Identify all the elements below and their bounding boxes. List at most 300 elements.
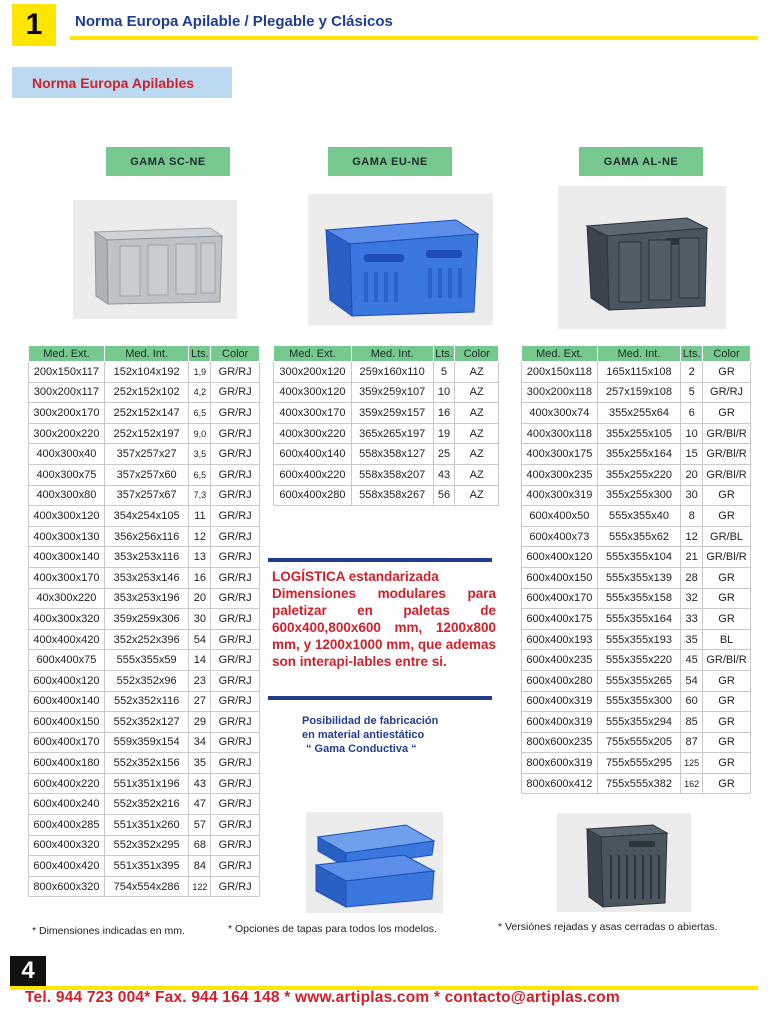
cell-ext: 600x400x420 [29, 856, 105, 877]
cell-ext: 400x300x140 [29, 547, 105, 568]
table-row [29, 856, 260, 877]
cell-int: 165x115x108 [597, 362, 680, 383]
cell-lts: 4,2 [189, 382, 211, 403]
cell-color: GR/Bl/R [703, 464, 751, 485]
table-header-row [522, 346, 751, 362]
cell-int: 552x352x156 [104, 753, 189, 774]
table-row [29, 629, 260, 650]
cell-ext: 800x600x235 [522, 732, 598, 753]
cell-ext: 600x400x140 [274, 444, 352, 465]
cell-ext: 600x400x140 [29, 691, 105, 712]
cell-ext: 400x300x170 [29, 567, 105, 588]
cell-lts: 12 [681, 526, 703, 547]
table-row [29, 753, 260, 774]
cell-int: 755x555x295 [597, 753, 680, 774]
cell-ext: 40x300x220 [29, 588, 105, 609]
cell-int: 559x359x154 [104, 732, 189, 753]
cell-int: 356x256x116 [104, 526, 189, 547]
table-row [29, 464, 260, 485]
table-row [274, 485, 499, 506]
table-row [29, 773, 260, 794]
cell-color: GR/RJ [211, 609, 260, 630]
table-row [29, 876, 260, 897]
cell-lts: 27 [189, 691, 211, 712]
table-row [522, 588, 751, 609]
cell-color: GR/RJ [211, 712, 260, 733]
eu-ne-crate-photo [308, 194, 493, 325]
logistics-text [272, 568, 496, 670]
cell-color: GR [703, 753, 751, 774]
table-row [274, 464, 499, 485]
table-row [522, 382, 751, 403]
sc-ne-spec-table [28, 345, 260, 897]
cell-ext: 600x400x280 [274, 485, 352, 506]
cell-lts: 125 [681, 753, 703, 774]
col-header-int: Med. Int. [104, 346, 189, 362]
page-number-badge: 1 [12, 4, 56, 46]
lidded-crates-photo [306, 812, 443, 913]
cell-lts: 34 [189, 732, 211, 753]
cell-lts: 5 [433, 362, 455, 383]
al-ne-spec-table [521, 345, 751, 794]
cell-int: 558x358x267 [351, 485, 433, 506]
cell-ext: 800x600x320 [29, 876, 105, 897]
cell-lts: 35 [681, 629, 703, 650]
cell-int: 552x352x116 [104, 691, 189, 712]
cell-ext: 400x300x320 [29, 609, 105, 630]
cell-int: 555x355x294 [597, 712, 680, 733]
cell-ext: 300x200x170 [29, 403, 105, 424]
cell-int: 252x152x147 [104, 403, 189, 424]
cell-int: 359x259x107 [351, 382, 433, 403]
cell-int: 152x104x192 [104, 362, 189, 383]
eu-ne-spec-table [273, 345, 499, 506]
cell-ext: 400x300x118 [522, 423, 598, 444]
cell-color: AZ [455, 403, 499, 424]
cell-lts: 20 [189, 588, 211, 609]
col-header-lts: Lts. [189, 346, 211, 362]
cell-color: GR/RJ [211, 506, 260, 527]
cell-color: GR/RJ [211, 876, 260, 897]
cell-color: GR [703, 712, 751, 733]
cell-int: 552x352x216 [104, 794, 189, 815]
logistics-body: Dimensiones modulares para paletizar en paletas de 600x400,800x600 mm, 1200x800 mm, y 1200x1000 mm, que ademas son interapi-lables entre si. [272, 586, 496, 669]
cell-color: GR [703, 588, 751, 609]
cell-int: 555x355x59 [104, 650, 189, 671]
table-row [29, 691, 260, 712]
cell-color: GR/RJ [211, 547, 260, 568]
cell-color: GR/RJ [211, 382, 260, 403]
cell-lts: 30 [189, 609, 211, 630]
table-row [29, 712, 260, 733]
cell-lts: 3,5 [189, 444, 211, 465]
cell-lts: 15 [681, 444, 703, 465]
cell-int: 259x160x110 [351, 362, 433, 383]
cell-int: 352x252x396 [104, 629, 189, 650]
table-row [29, 506, 260, 527]
cell-lts: 54 [681, 670, 703, 691]
cell-int: 357x257x67 [104, 485, 189, 506]
cell-ext: 300x200x118 [522, 382, 598, 403]
cell-lts: 6 [681, 403, 703, 424]
table-row [522, 403, 751, 424]
cell-color: GR/RJ [211, 773, 260, 794]
table-row [522, 712, 751, 733]
table-row [29, 382, 260, 403]
cell-ext: 600x400x319 [522, 712, 598, 733]
cell-lts: 2 [681, 362, 703, 383]
cell-int: 755x555x205 [597, 732, 680, 753]
logistics-rule-top [268, 558, 492, 562]
cell-ext: 400x300x130 [29, 526, 105, 547]
table-row [522, 732, 751, 753]
table-row [522, 485, 751, 506]
cell-int: 555x355x40 [597, 506, 680, 527]
cell-ext: 600x400x175 [522, 609, 598, 630]
cell-color: BL [703, 629, 751, 650]
cell-color: AZ [455, 464, 499, 485]
cell-int: 257x159x108 [597, 382, 680, 403]
cell-int: 353x253x146 [104, 567, 189, 588]
table-row [29, 526, 260, 547]
cell-ext: 600x400x50 [522, 506, 598, 527]
cell-color: GR/RJ [211, 650, 260, 671]
cell-color: GR/RJ [211, 815, 260, 836]
section-title: Norma Europa Apilables [12, 67, 232, 98]
cell-color: GR/Bl/R [703, 423, 751, 444]
header-rule [70, 36, 758, 40]
page-title: Norma Europa Apilable / Plegable y Clásicos [75, 13, 393, 30]
footer-page-number: 4 [10, 956, 46, 986]
cell-lts: 14 [189, 650, 211, 671]
cell-lts: 16 [433, 403, 455, 424]
cell-color: GR/RJ [211, 526, 260, 547]
gama-al-ne-label: GAMA AL-NE [579, 147, 703, 176]
cell-int: 558x358x207 [351, 464, 433, 485]
cell-color: GR/RJ [211, 629, 260, 650]
table-row [29, 423, 260, 444]
table-row [29, 670, 260, 691]
cell-int: 555x355x220 [597, 650, 680, 671]
cell-int: 552x352x96 [104, 670, 189, 691]
cell-ext: 400x300x235 [522, 464, 598, 485]
cell-color: GR/RJ [211, 403, 260, 424]
cell-lts: 57 [189, 815, 211, 836]
cell-color: AZ [455, 382, 499, 403]
cell-ext: 600x400x320 [29, 835, 105, 856]
cell-color: GR/RJ [211, 753, 260, 774]
antistatic-line-2: en material antiestático [302, 729, 425, 741]
cell-color: GR/RJ [211, 567, 260, 588]
col-header-color: Color [703, 346, 751, 362]
table-row [522, 753, 751, 774]
cell-lts: 68 [189, 835, 211, 856]
table-row [522, 670, 751, 691]
cell-int: 357x257x27 [104, 444, 189, 465]
cell-ext: 600x400x170 [522, 588, 598, 609]
note-dimensions: * Dimensiones indicadas en mm. [32, 925, 185, 937]
cell-lts: 9,0 [189, 423, 211, 444]
cell-int: 354x254x105 [104, 506, 189, 527]
table-row [29, 835, 260, 856]
col-header-lts: Lts. [433, 346, 455, 362]
cell-color: AZ [455, 362, 499, 383]
col-header-int: Med. Int. [597, 346, 680, 362]
cell-color: GR [703, 362, 751, 383]
cell-ext: 600x400x220 [29, 773, 105, 794]
cell-color: AZ [455, 423, 499, 444]
cell-ext: 600x400x73 [522, 526, 598, 547]
cell-int: 355x255x300 [597, 485, 680, 506]
cell-ext: 600x400x180 [29, 753, 105, 774]
table-row [522, 362, 751, 383]
cell-lts: 43 [433, 464, 455, 485]
cell-ext: 600x400x285 [29, 815, 105, 836]
cell-lts: 11 [189, 506, 211, 527]
cell-color: GR [703, 732, 751, 753]
cell-color: GR/Bl/R [703, 444, 751, 465]
cell-int: 552x352x295 [104, 835, 189, 856]
cell-color: GR/RJ [211, 485, 260, 506]
cell-lts: 122 [189, 876, 211, 897]
cell-color: GR/Bl/R [703, 547, 751, 568]
cell-lts: 1,9 [189, 362, 211, 383]
cell-color: GR [703, 670, 751, 691]
cell-int: 555x355x158 [597, 588, 680, 609]
cell-lts: 19 [433, 423, 455, 444]
cell-int: 353x253x116 [104, 547, 189, 568]
cell-ext: 600x400x193 [522, 629, 598, 650]
cell-ext: 400x300x220 [274, 423, 352, 444]
table-row [29, 794, 260, 815]
cell-int: 252x152x197 [104, 423, 189, 444]
cell-lts: 32 [681, 588, 703, 609]
logistics-lead: LOGÍSTICA estandarizada [272, 569, 439, 584]
cell-int: 355x255x105 [597, 423, 680, 444]
cell-ext: 600x400x150 [522, 567, 598, 588]
table-row [522, 506, 751, 527]
cell-color: GR/RJ [211, 732, 260, 753]
cell-color: GR/Bl/R [703, 650, 751, 671]
cell-ext: 600x400x75 [29, 650, 105, 671]
cell-lts: 6,5 [189, 403, 211, 424]
cell-int: 357x257x60 [104, 464, 189, 485]
cell-int: 552x352x127 [104, 712, 189, 733]
cell-lts: 33 [681, 609, 703, 630]
antistatic-line-3: “ Gama Conductiva “ [306, 743, 417, 755]
table-row [522, 609, 751, 630]
cell-color: AZ [455, 444, 499, 465]
cell-lts: 6,5 [189, 464, 211, 485]
table-row [522, 526, 751, 547]
note-lids: * Opciones de tapas para todos los modelos. [228, 923, 437, 935]
cell-int: 355x255x164 [597, 444, 680, 465]
cell-int: 555x355x104 [597, 547, 680, 568]
cell-lts: 7,3 [189, 485, 211, 506]
cell-color: GR/RJ [211, 856, 260, 877]
cell-int: 755x555x382 [597, 773, 680, 794]
cell-color: GR/RJ [211, 794, 260, 815]
cell-color: GR/RJ [703, 382, 751, 403]
cell-ext: 400x300x75 [29, 464, 105, 485]
cell-ext: 600x400x319 [522, 691, 598, 712]
cell-int: 353x253x196 [104, 588, 189, 609]
table-row [274, 403, 499, 424]
cell-color: GR [703, 773, 751, 794]
table-row [29, 547, 260, 568]
col-header-ext: Med. Ext. [274, 346, 352, 362]
gama-eu-ne-label: GAMA EU-NE [328, 147, 452, 176]
cell-int: 555x355x139 [597, 567, 680, 588]
cell-ext: 800x600x319 [522, 753, 598, 774]
cell-ext: 800x600x412 [522, 773, 598, 794]
cell-ext: 600x400x235 [522, 650, 598, 671]
table-row [522, 547, 751, 568]
cell-lts: 20 [681, 464, 703, 485]
col-header-ext: Med. Ext. [29, 346, 105, 362]
cell-ext: 300x200x117 [29, 382, 105, 403]
cell-lts: 162 [681, 773, 703, 794]
cell-color: GR/RJ [211, 362, 260, 383]
table-row [29, 485, 260, 506]
note-versions: * Versiónes rejadas y asas cerradas o abiertas. [498, 921, 718, 933]
cell-color: GR [703, 403, 751, 424]
cell-lts: 16 [189, 567, 211, 588]
cell-int: 359x259x157 [351, 403, 433, 424]
cell-ext: 400x300x80 [29, 485, 105, 506]
cell-lts: 47 [189, 794, 211, 815]
cell-ext: 600x400x170 [29, 732, 105, 753]
table-row [29, 732, 260, 753]
cell-ext: 600x400x150 [29, 712, 105, 733]
cell-color: GR [703, 567, 751, 588]
cell-int: 555x355x193 [597, 629, 680, 650]
cell-lts: 35 [189, 753, 211, 774]
table-row [29, 588, 260, 609]
cell-ext: 400x300x40 [29, 444, 105, 465]
cell-color: GR/RJ [211, 423, 260, 444]
col-header-ext: Med. Ext. [522, 346, 598, 362]
cell-lts: 21 [681, 547, 703, 568]
col-header-int: Med. Int. [351, 346, 433, 362]
cell-ext: 300x200x220 [29, 423, 105, 444]
cell-ext: 400x300x170 [274, 403, 352, 424]
sc-ne-crate-photo [73, 200, 237, 319]
cell-lts: 43 [189, 773, 211, 794]
cell-lts: 13 [189, 547, 211, 568]
table-row [522, 423, 751, 444]
cell-lts: 87 [681, 732, 703, 753]
cell-lts: 28 [681, 567, 703, 588]
cell-int: 555x355x164 [597, 609, 680, 630]
cell-color: GR/RJ [211, 464, 260, 485]
cell-lts: 8 [681, 506, 703, 527]
table-row [29, 567, 260, 588]
table-row [522, 464, 751, 485]
cell-color: AZ [455, 485, 499, 506]
cell-int: 365x265x197 [351, 423, 433, 444]
cell-color: GR/BL [703, 526, 751, 547]
table-row [29, 444, 260, 465]
cell-lts: 85 [681, 712, 703, 733]
table-row [274, 423, 499, 444]
cell-lts: 30 [681, 485, 703, 506]
table-row [29, 403, 260, 424]
table-row [29, 362, 260, 383]
cell-int: 355x255x220 [597, 464, 680, 485]
cell-int: 355x255x64 [597, 403, 680, 424]
cell-color: GR [703, 609, 751, 630]
logistics-rule-bottom [268, 696, 492, 700]
cell-lts: 10 [433, 382, 455, 403]
table-row [29, 815, 260, 836]
cell-lts: 56 [433, 485, 455, 506]
table-row [29, 650, 260, 671]
cell-int: 555x355x265 [597, 670, 680, 691]
cell-ext: 600x400x120 [522, 547, 598, 568]
cell-ext: 600x400x280 [522, 670, 598, 691]
cell-color: GR/RJ [211, 670, 260, 691]
table-row [522, 444, 751, 465]
cell-lts: 5 [681, 382, 703, 403]
cell-ext: 600x400x240 [29, 794, 105, 815]
cell-int: 551x351x196 [104, 773, 189, 794]
cell-color: GR/RJ [211, 444, 260, 465]
table-header-row [274, 346, 499, 362]
antistatic-note [302, 714, 472, 756]
cell-lts: 12 [189, 526, 211, 547]
table-row [274, 362, 499, 383]
ventilated-crate-photo [557, 813, 691, 912]
cell-int: 359x259x306 [104, 609, 189, 630]
table-row [522, 650, 751, 671]
col-header-color: Color [455, 346, 499, 362]
table-row [29, 609, 260, 630]
cell-int: 252x152x102 [104, 382, 189, 403]
cell-int: 551x351x395 [104, 856, 189, 877]
cell-int: 754x554x286 [104, 876, 189, 897]
cell-color: GR [703, 506, 751, 527]
table-header-row [29, 346, 260, 362]
table-row [522, 567, 751, 588]
table-row [522, 691, 751, 712]
cell-ext: 400x300x175 [522, 444, 598, 465]
cell-int: 558x358x127 [351, 444, 433, 465]
cell-ext: 400x300x120 [274, 382, 352, 403]
cell-ext: 200x150x118 [522, 362, 598, 383]
antistatic-line-1: Posibilidad de fabricación [302, 715, 439, 727]
cell-color: GR/RJ [211, 588, 260, 609]
col-header-color: Color [211, 346, 260, 362]
cell-color: GR/RJ [211, 835, 260, 856]
cell-int: 551x351x260 [104, 815, 189, 836]
table-row [274, 444, 499, 465]
cell-lts: 54 [189, 629, 211, 650]
cell-int: 555x355x62 [597, 526, 680, 547]
cell-ext: 300x200x120 [274, 362, 352, 383]
cell-lts: 23 [189, 670, 211, 691]
cell-ext: 400x400x420 [29, 629, 105, 650]
contact-line: Tel. 944 723 004* Fax. 944 164 148 * www.artiplas.com * contacto@artiplas.com [25, 989, 620, 1006]
cell-lts: 25 [433, 444, 455, 465]
cell-ext: 600x400x220 [274, 464, 352, 485]
cell-color: GR/RJ [211, 691, 260, 712]
cell-lts: 29 [189, 712, 211, 733]
cell-ext: 400x300x319 [522, 485, 598, 506]
table-row [522, 773, 751, 794]
cell-lts: 10 [681, 423, 703, 444]
cell-lts: 60 [681, 691, 703, 712]
